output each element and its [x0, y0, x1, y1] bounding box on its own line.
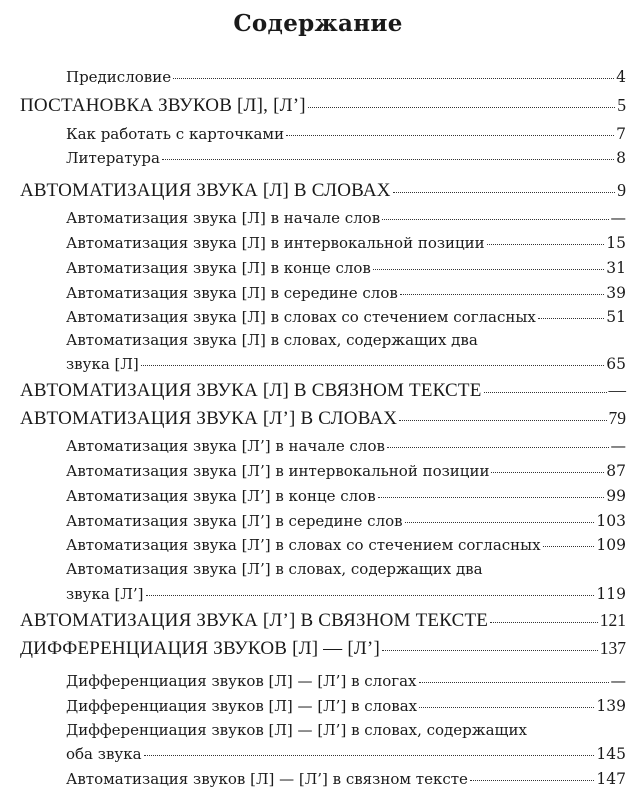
toc-entry-label: Как работать с карточками — [66, 125, 285, 143]
toc-page-number: 5 — [617, 95, 626, 115]
toc-page-number: 103 — [596, 512, 626, 530]
leader-dots — [308, 106, 616, 108]
toc-entry[interactable] — [66, 697, 626, 715]
toc-page-number: 4 — [616, 68, 626, 86]
toc-section-label: ПОСТАНОВКА ЗВУКОВ [Л], [Л’] — [20, 95, 306, 116]
toc-page-number: 137 — [599, 638, 626, 658]
toc-entry-label-continued: звука [Л’] — [66, 585, 144, 603]
leader-dots — [373, 268, 604, 270]
leader-dots — [405, 521, 595, 523]
leader-dots — [173, 77, 614, 79]
toc-entry-label: Автоматизация звука [Л’] в конце слов — [66, 487, 376, 505]
toc-page-number: — — [610, 672, 626, 690]
toc-page-number: 31 — [606, 259, 626, 277]
toc-entry[interactable] — [66, 308, 626, 326]
leader-dots — [419, 681, 609, 683]
leader-dots — [393, 191, 616, 193]
toc-entry-label: Дифференциация звуков [Л] — [Л’] в словах, содержащих — [66, 721, 527, 739]
leader-dots — [399, 419, 606, 421]
toc-page-number: 9 — [617, 180, 626, 200]
toc-entry-label: Автоматизация звука [Л] в начале слов — [66, 209, 381, 227]
toc-page-number: 139 — [596, 697, 626, 715]
toc-section[interactable] — [20, 638, 626, 660]
toc-section-label: АВТОМАТИЗАЦИЯ ЗВУКА [Л’] В СЛОВАХ — [20, 408, 398, 429]
toc-page-number: 119 — [596, 585, 626, 603]
toc-page-number: 145 — [596, 745, 626, 763]
leader-dots — [387, 446, 609, 448]
toc-page-number: 79 — [608, 408, 626, 428]
toc-page-number: — — [610, 437, 626, 455]
leader-dots — [538, 317, 604, 319]
leader-dots — [400, 293, 604, 295]
toc-entry-label-continued: оба звука — [66, 745, 142, 763]
toc-entry[interactable] — [66, 125, 626, 143]
page-title: Содержание — [233, 10, 403, 37]
toc-page-number: — — [608, 380, 626, 400]
toc-page-number: 8 — [616, 149, 626, 167]
leader-dots — [419, 706, 594, 708]
toc-entry-label: Автоматизация звука [Л’] в начале слов — [66, 437, 385, 455]
toc-entry-label: Автоматизация звука [Л] в конце слов — [66, 259, 371, 277]
toc-entry[interactable] — [66, 487, 626, 505]
toc-entry-label: Дифференциация звуков [Л] — [Л’] в словах — [66, 697, 418, 715]
toc-section[interactable] — [20, 610, 626, 632]
toc-entry[interactable] — [66, 234, 626, 252]
toc-entry-label: Автоматизация звука [Л] в середине слов — [66, 284, 398, 302]
leader-dots — [484, 391, 607, 393]
toc-page-number: — — [610, 209, 626, 227]
leader-dots — [543, 545, 595, 547]
toc-entry-label: Автоматизация звука [Л] в словах, содержащих два — [66, 331, 478, 349]
toc-page-number: 15 — [606, 234, 626, 252]
leader-dots — [382, 649, 598, 651]
toc-entry[interactable] — [66, 462, 626, 480]
toc-section-label: АВТОМАТИЗАЦИЯ ЗВУКА [Л’] В СВЯЗНОМ ТЕКСТЕ — [20, 610, 489, 631]
leader-dots — [146, 594, 595, 596]
toc-entry-label: Автоматизация звука [Л] в интервокальной позиции — [66, 234, 485, 252]
toc-page-number: 39 — [606, 284, 626, 302]
toc-section[interactable] — [20, 380, 626, 402]
toc-section[interactable] — [20, 180, 626, 202]
toc-entry[interactable] — [66, 209, 626, 227]
toc-section[interactable] — [20, 408, 626, 430]
toc-page-number: 65 — [606, 355, 626, 373]
leader-dots — [491, 471, 604, 473]
toc-entry-label: Автоматизация звуков [Л] — [Л’] в связном тексте — [66, 770, 468, 788]
toc-entry[interactable] — [66, 355, 626, 373]
leader-dots — [490, 621, 598, 623]
leader-dots — [378, 496, 605, 498]
toc-page-number: 99 — [606, 487, 626, 505]
toc-entry[interactable] — [66, 745, 626, 763]
toc-entry-label: Автоматизация звука [Л’] в середине слов — [66, 512, 403, 530]
toc-page-number: 109 — [596, 536, 626, 554]
toc-page-number: 51 — [606, 308, 626, 326]
toc-entry-label: Автоматизация звука [Л’] в словах, содержащих два — [66, 560, 483, 578]
leader-dots — [286, 134, 614, 136]
leader-dots — [141, 364, 605, 366]
leader-dots — [144, 754, 595, 756]
toc-entry[interactable] — [66, 259, 626, 277]
toc-section-label: АВТОМАТИЗАЦИЯ ЗВУКА [Л] В СВЯЗНОМ ТЕКСТЕ — [20, 380, 482, 401]
toc-section[interactable] — [20, 95, 626, 117]
toc-page-number: 121 — [599, 610, 626, 630]
toc-page-number: 87 — [606, 462, 626, 480]
toc-entry-label: Предисловие — [66, 68, 172, 86]
toc-entry[interactable] — [66, 770, 626, 788]
toc-entry-label: Литература — [66, 149, 160, 167]
toc-entry[interactable] — [66, 672, 626, 690]
toc-entry[interactable] — [66, 512, 626, 530]
toc-entry-label: Дифференциация звуков [Л] — [Л’] в слогах — [66, 672, 417, 690]
leader-dots — [487, 243, 605, 245]
leader-dots — [470, 779, 594, 781]
toc-entry[interactable] — [66, 68, 626, 86]
toc-section-label: ДИФФЕРЕНЦИАЦИЯ ЗВУКОВ [Л] — [Л’] — [20, 638, 380, 659]
toc-entry[interactable] — [66, 284, 626, 302]
toc-entry[interactable] — [66, 437, 626, 455]
toc-entry[interactable] — [66, 149, 626, 167]
toc-page-number: 7 — [616, 125, 626, 143]
toc-entry-label: Автоматизация звука [Л] в словах со стечением согласных — [66, 308, 536, 326]
toc-entry[interactable] — [66, 536, 626, 554]
leader-dots — [382, 218, 608, 220]
toc-page-number: 147 — [596, 770, 626, 788]
toc-entry[interactable] — [66, 585, 626, 603]
toc-entry-label: Автоматизация звука [Л’] в словах со стечением согласных — [66, 536, 541, 554]
toc-entry-label: Автоматизация звука [Л’] в интервокальной позиции — [66, 462, 490, 480]
toc-section-label: АВТОМАТИЗАЦИЯ ЗВУКА [Л] В СЛОВАХ — [20, 180, 391, 201]
leader-dots — [162, 158, 614, 160]
toc-entry-label-continued: звука [Л] — [66, 355, 139, 373]
